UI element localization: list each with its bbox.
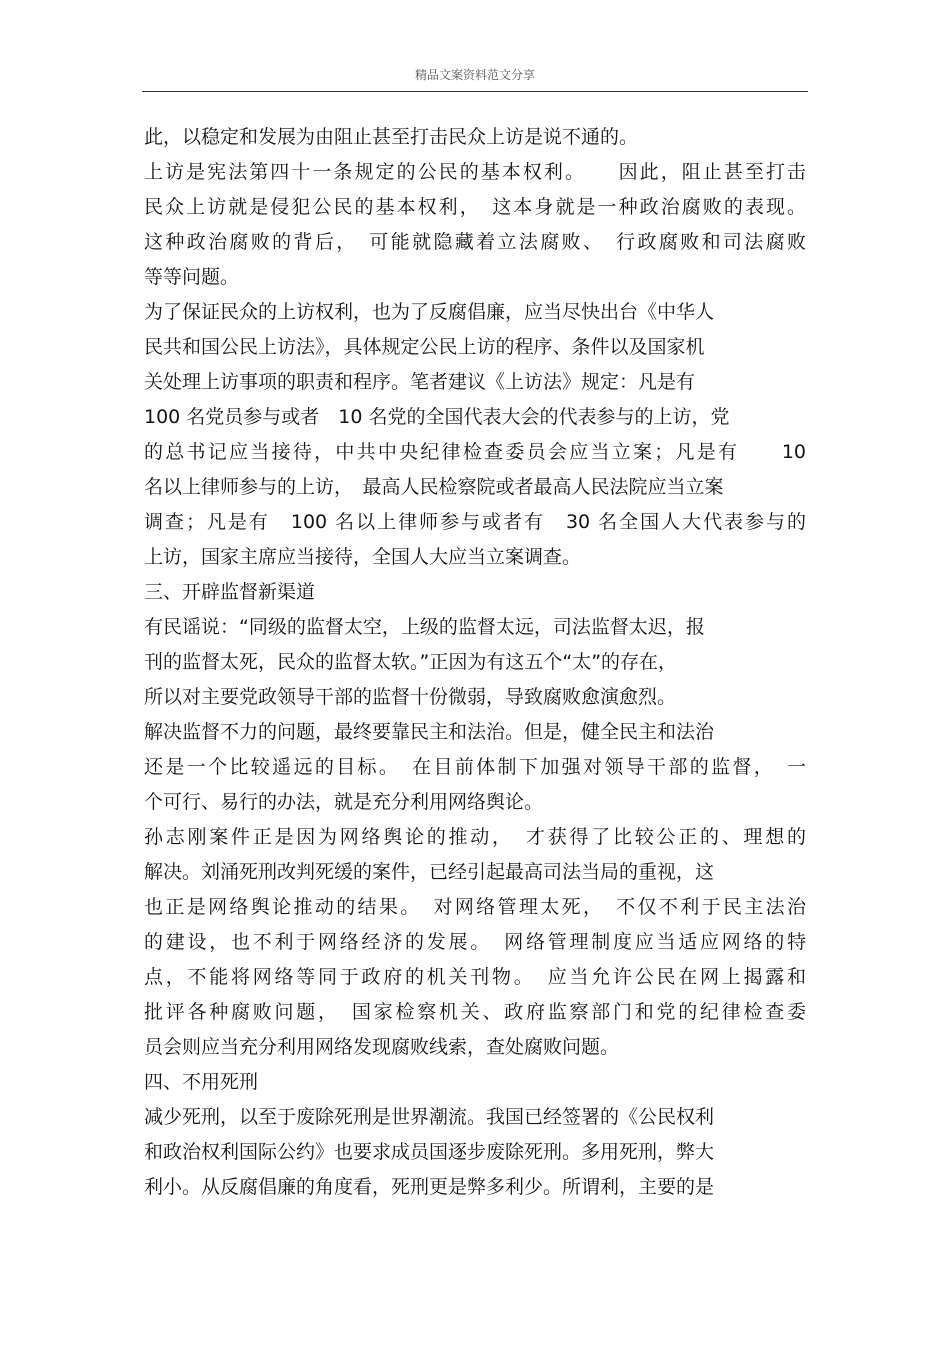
text-line: 民共和国公民上访法》，具体规定公民上访的程序、条件以及国家机 xyxy=(144,336,705,358)
text-line: 和政治权利国际公约》也要求成员国逐步废除死刑。多用死刑，弊大 xyxy=(144,1141,715,1163)
text-line: 为了保证民众的上访权利，也为了反腐倡廉，应当尽快出台《中华人 xyxy=(144,301,715,323)
section-heading: 三、开辟监督新渠道 xyxy=(144,581,316,603)
text-line: 还是一个比较遥远的目标。 在目前体制下加强对领导干部的监督， 一 xyxy=(144,756,806,778)
text-line: 的总书记应当接待，中共中央纪律检查委员会应当立案；凡是有 10 xyxy=(144,441,806,463)
text-line: 上访，国家主席应当接待，全国人大应当立案调查。 xyxy=(144,546,582,568)
section-heading: 四、不用死刑 xyxy=(144,1071,259,1093)
text-line: 的建设，也不利于网络经济的发展。 网络管理制度应当适应网络的特 xyxy=(144,931,806,953)
text-line: 刊的监督太死，民众的监督太软。”正因为有这五个“太”的存在， xyxy=(144,651,678,673)
text-line: 此，以稳定和发展为由阻止甚至打击民众上访是说不通的。 xyxy=(144,126,639,148)
text-line: 有民谣说：“同级的监督太空，上级的监督太远，司法监督太迟，报 xyxy=(144,616,705,638)
text-line: 关处理上访事项的职责和程序。笔者建议《上访法》规定：凡是有 xyxy=(144,371,696,393)
text-line: 解决。刘涌死刑改判死缓的案件，已经引起最高司法当局的重视，这 xyxy=(144,861,715,883)
text-line: 100 名党员参与或者 10 名党的全国代表大会的代表参与的上访，党 xyxy=(144,406,730,428)
text-line: 利小。从反腐倡廉的角度看，死刑更是弊多利少。所谓利，主要的是 xyxy=(144,1176,715,1198)
text-line: 也正是网络舆论推动的结果。 对网络管理太死， 不仅不利于民主法治 xyxy=(144,896,806,918)
text-line: 调查；凡是有 100 名以上律师参与或者有 30 名全国人大代表参与的 xyxy=(144,511,806,533)
text-line: 等等问题。 xyxy=(144,266,240,288)
page-header: 精品文案资料范文分享 xyxy=(142,64,808,92)
text-line: 上访是宪法第四十一条规定的公民的基本权利。 因此，阻止甚至打击 xyxy=(144,161,806,183)
text-line: 批评各种腐败问题， 国家检察机关、政府监察部门和党的纪律检查委 xyxy=(144,1001,806,1023)
text-line: 个可行、易行的办法，就是充分利用网络舆论。 xyxy=(144,791,544,813)
text-line: 员会则应当充分利用网络发现腐败线索，查处腐败问题。 xyxy=(144,1036,620,1058)
text-line: 点，不能将网络等同于政府的机关刊物。 应当允许公民在网上揭露和 xyxy=(144,966,806,988)
text-line: 民众上访就是侵犯公民的基本权利， 这本身就是一种政治腐败的表现。 xyxy=(144,196,806,218)
document-body xyxy=(144,120,806,1205)
text-line: 所以对主要党政领导干部的监督十份微弱，导致腐败愈演愈烈。 xyxy=(144,686,677,708)
text-line: 解决监督不力的问题，最终要靠民主和法治。但是，健全民主和法治 xyxy=(144,721,715,743)
text-line: 减少死刑，以至于废除死刑是世界潮流。我国已经签署的《公民权利 xyxy=(144,1106,715,1128)
text-line: 这种政治腐败的背后， 可能就隐藏着立法腐败、 行政腐败和司法腐败 xyxy=(144,231,806,253)
text-line: 名以上律师参与的上访， 最高人民检察院或者最高人民法院应当立案 xyxy=(144,476,724,498)
text-line: 孙志刚案件正是因为网络舆论的推动， 才获得了比较公正的、理想的 xyxy=(144,826,806,848)
